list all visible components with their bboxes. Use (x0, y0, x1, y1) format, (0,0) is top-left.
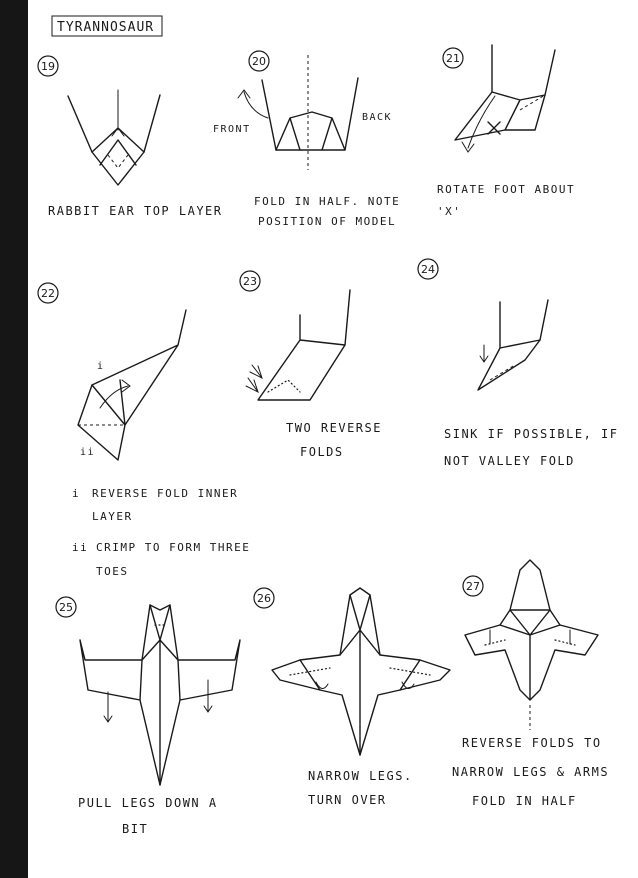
label-i: i (97, 361, 105, 372)
step-caption-line: NARROW LEGS & ARMS (452, 765, 610, 779)
model-outline (455, 45, 555, 140)
curved-arrow-icon (238, 90, 268, 118)
curved-arrow-icon (100, 380, 130, 408)
arrow-icon (204, 680, 212, 712)
note-line: TOES (96, 565, 129, 578)
note-line: CRIMP TO FORM THREE (96, 541, 251, 554)
note-marker: ii (72, 541, 89, 554)
model-outline (262, 78, 358, 150)
step-26 (254, 588, 450, 807)
step-20 (213, 51, 400, 228)
note-line: LAYER (92, 510, 133, 523)
title-box (52, 16, 162, 36)
step-27 (452, 560, 609, 808)
step-caption-line: 'X' (437, 205, 462, 218)
step-caption-line: NARROW LEGS. (308, 769, 413, 783)
note-marker: i (72, 487, 81, 500)
step-number: 24 (421, 263, 435, 276)
arrow-icon (112, 90, 124, 136)
step-caption-line: ROTATE FOOT ABOUT (437, 183, 576, 196)
step-22 (38, 283, 250, 578)
step-caption-line: RABBIT EAR TOP LAYER (48, 204, 223, 218)
step-number: 26 (257, 592, 271, 605)
step-caption-line: TWO REVERSE (286, 421, 382, 435)
step-21 (437, 45, 575, 218)
model-outline (465, 560, 598, 700)
arrow-icon (480, 345, 488, 362)
note-line: REVERSE FOLD INNER (92, 487, 239, 500)
label-front: FRONT (213, 124, 251, 135)
model-outline (78, 310, 186, 460)
label-ii: ii (80, 447, 96, 458)
step-19 (38, 56, 223, 218)
step-caption-line: PULL LEGS DOWN A (78, 796, 218, 810)
diagram-title: TYRANNOSAUR (57, 20, 155, 35)
arrow-icon (104, 692, 112, 722)
label-back: BACK (362, 112, 393, 123)
step-25 (56, 597, 240, 836)
step-23 (240, 271, 382, 459)
step-caption-line: REVERSE FOLDS TO (462, 736, 602, 750)
step-caption-line: FOLDS (300, 445, 344, 459)
step-number: 23 (243, 275, 257, 288)
push-arrow-icon (250, 365, 262, 378)
model-outline (258, 290, 350, 400)
step-caption-line: FOLD IN HALF (472, 794, 577, 808)
model-outline (272, 588, 450, 755)
step-number: 21 (446, 52, 460, 65)
curl-arrow-icon (316, 682, 414, 689)
step-caption-line: NOT VALLEY FOLD (444, 454, 575, 468)
step-number: 27 (466, 580, 480, 593)
step-number: 20 (252, 55, 266, 68)
model-outline (68, 95, 160, 185)
step-caption-line: POSITION OF MODEL (258, 215, 397, 228)
step-caption-line: SINK IF POSSIBLE, IF (444, 427, 619, 441)
step-caption-line: FOLD IN HALF. NOTE (254, 195, 401, 208)
push-arrow-icon (246, 378, 258, 392)
step-caption-line: BIT (122, 822, 149, 836)
step-caption-line: TURN OVER (308, 793, 387, 807)
step-number: 25 (59, 601, 73, 614)
step-24 (418, 259, 619, 468)
step-number: 22 (41, 287, 55, 300)
step-number: 19 (41, 60, 55, 73)
